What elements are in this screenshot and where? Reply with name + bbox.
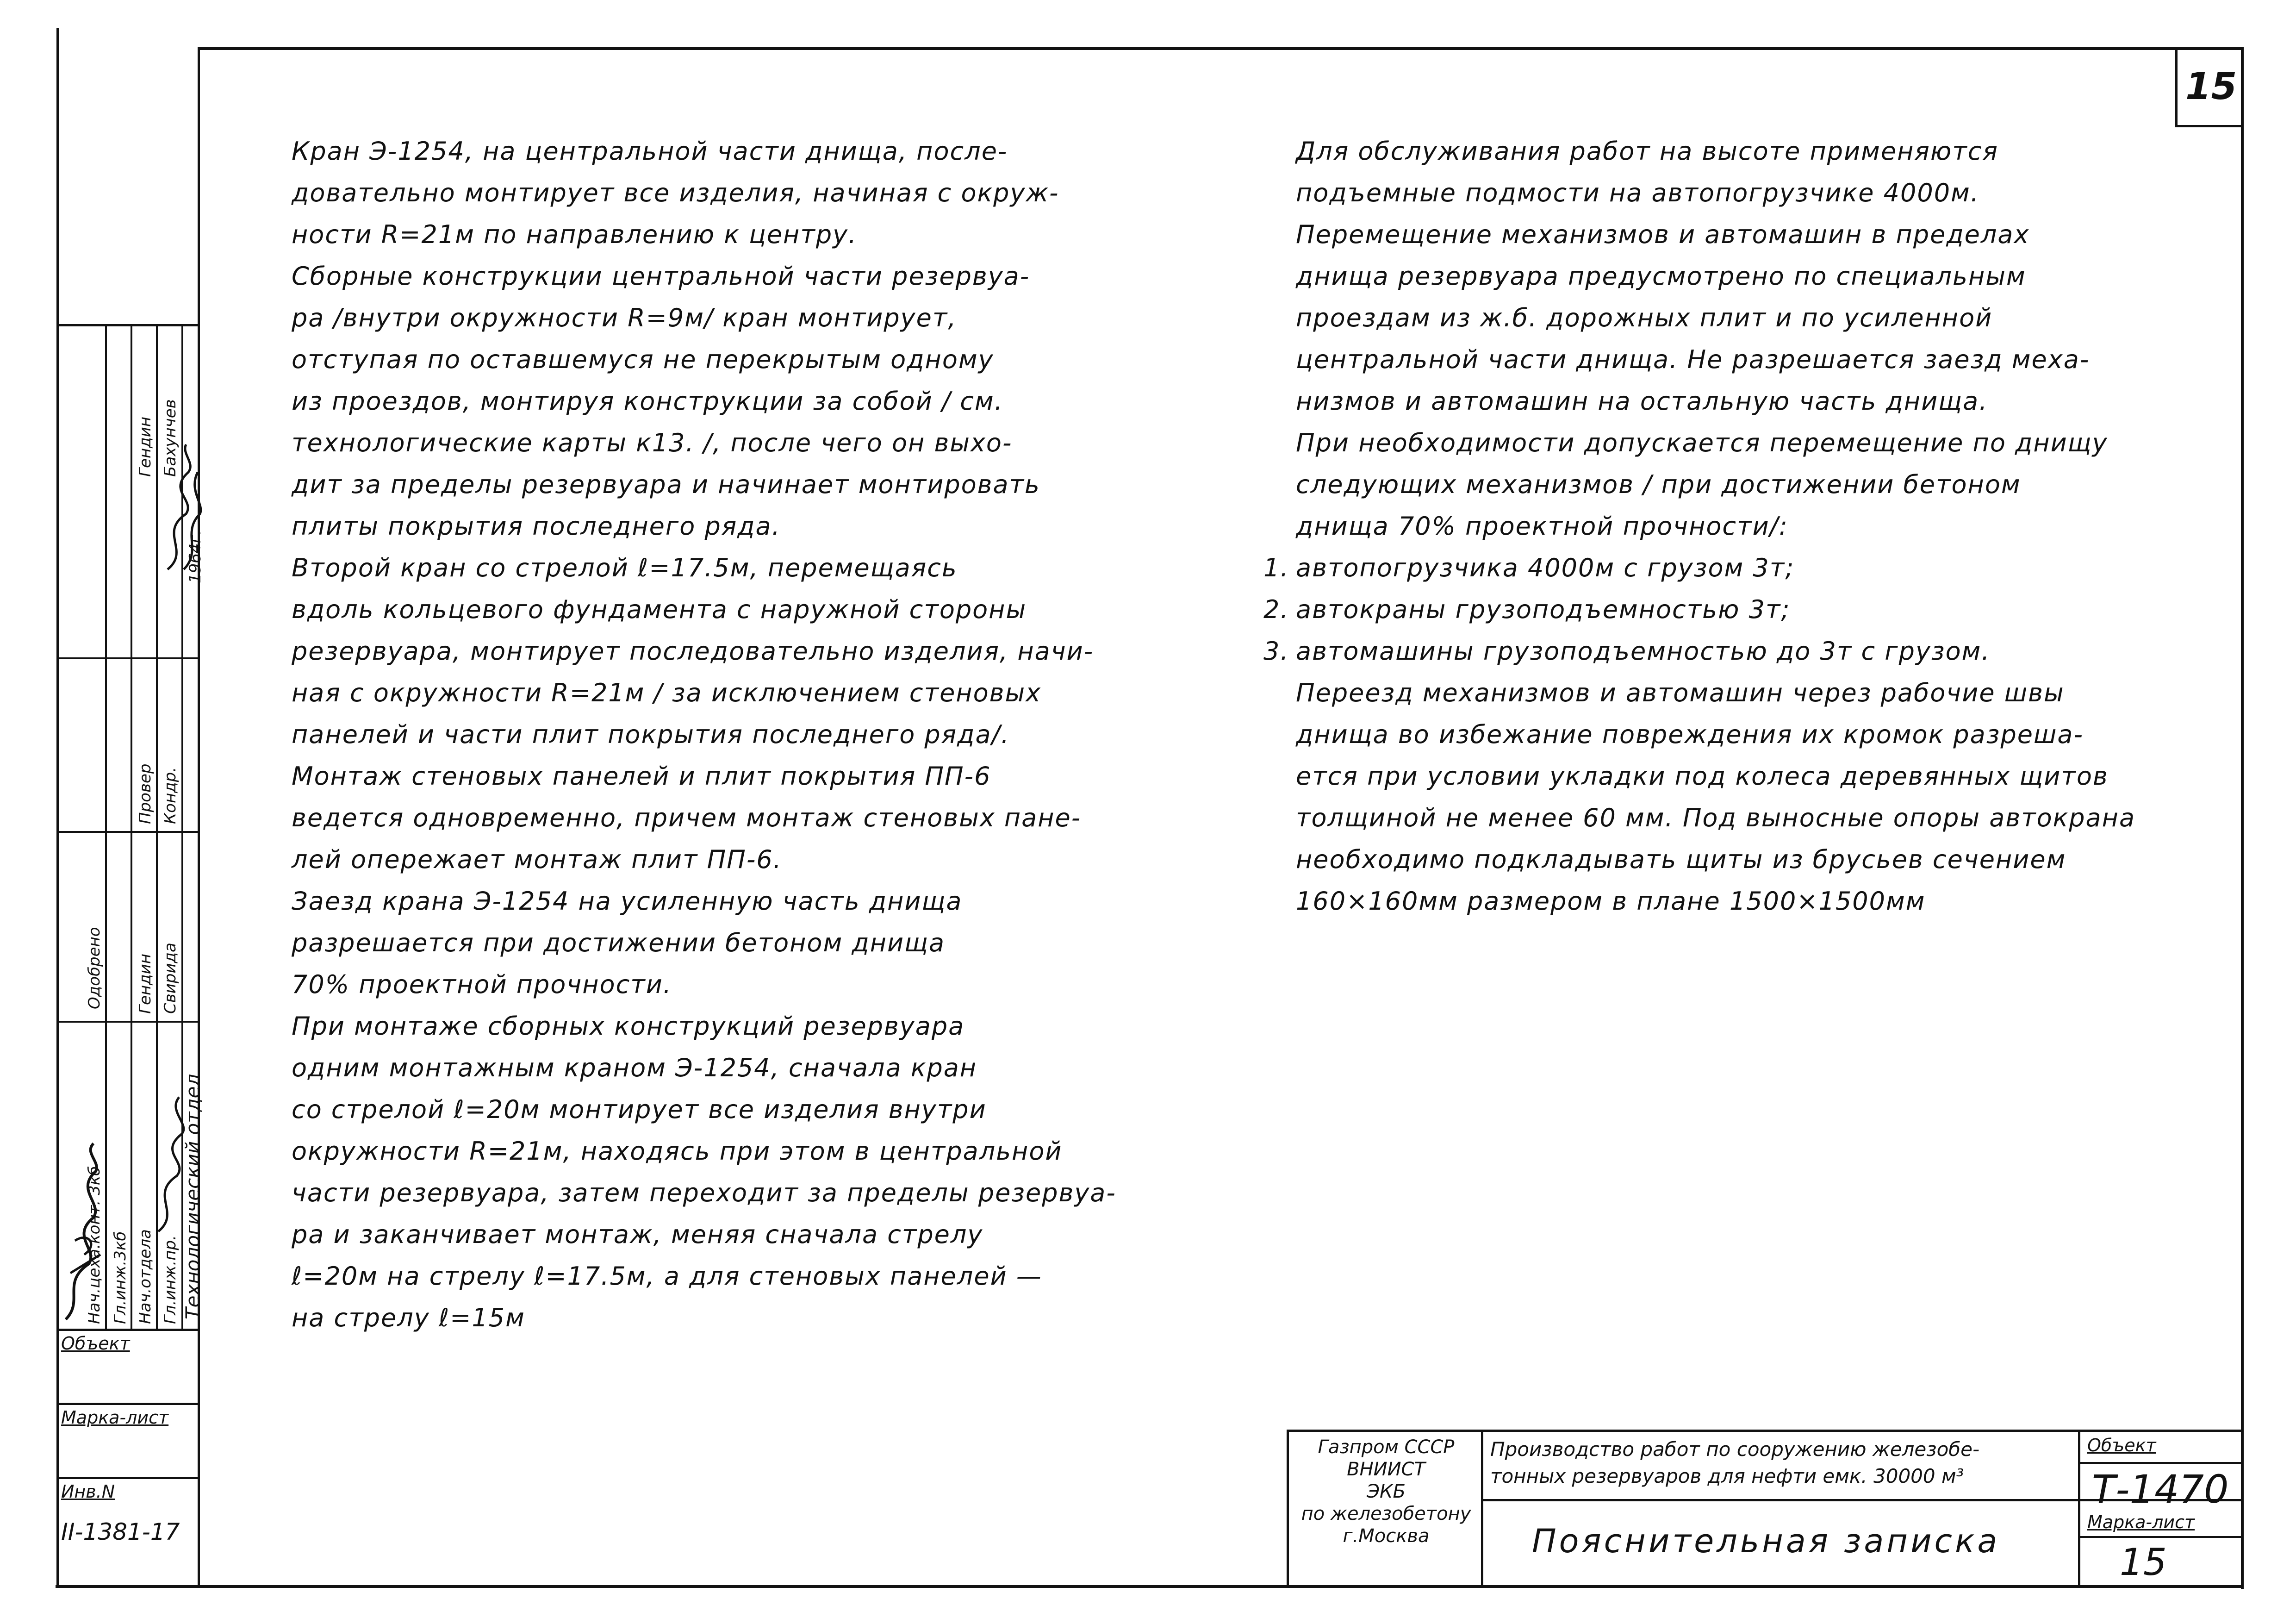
text-line: части резервуара, затем переходит за пределы резервуа- bbox=[292, 1178, 1116, 1207]
object-value: Т-1470 bbox=[2092, 1467, 2229, 1512]
text-line: 160×160мм размером в плане 1500×1500мм bbox=[1296, 887, 1926, 916]
project-title bbox=[1490, 1436, 1979, 1490]
right-column bbox=[1263, 131, 2221, 922]
text-line: технологические карты к13. /, после чего он выхо- bbox=[292, 428, 1013, 457]
org-line: ВНИИСТ bbox=[1347, 1459, 1425, 1480]
doc-title: Пояснительная записка bbox=[1532, 1522, 2000, 1560]
text-line: разрешается при достижении бетоном днища bbox=[292, 928, 946, 957]
text-line: днища во избежание повреждения их кромок разреша- bbox=[1296, 720, 2084, 749]
text-line: Переезд механизмов и автомашин через рабочие швы bbox=[1296, 678, 2065, 707]
list-text: автопогрузчика 4000м с грузом 3т; bbox=[1296, 553, 1795, 582]
text-line: подъемные подмости на автопогрузчике 4000м. bbox=[1296, 178, 1979, 207]
text-line: Заезд крана Э-1254 на усиленную часть днища bbox=[292, 887, 963, 916]
text-line: Кран Э-1254, на центральной части днища, после- bbox=[292, 137, 1008, 166]
text-line: следующих механизмов / при достижении бетоном bbox=[1296, 470, 2021, 499]
text-line: днища резервуара предусмотрено по специальным bbox=[1296, 262, 2026, 291]
list-text: автокраны грузоподъемностью 3т; bbox=[1296, 595, 1791, 624]
stamp-status: Провер bbox=[136, 763, 155, 824]
text-line: из проездов, монтируя конструкции за собой / см. bbox=[292, 387, 1003, 416]
inv-value: II-1381-17 bbox=[61, 1518, 180, 1545]
stamp-department: Технологический отдел bbox=[181, 1074, 204, 1319]
mechanism-list bbox=[1263, 547, 2221, 672]
text-line: довательно монтирует все изделия, начиная с окруж- bbox=[292, 178, 1059, 207]
left-stamp bbox=[56, 324, 205, 1588]
org-line: Газпром СССР bbox=[1318, 1437, 1455, 1458]
list-item bbox=[1263, 589, 2221, 631]
text-line: ℓ=20м на стрелу ℓ=17.5м, а для стеновых панелей — bbox=[292, 1262, 1042, 1291]
text-line: Для обслуживания работ на высоте применяются bbox=[1296, 137, 1998, 166]
mark-value: 15 bbox=[2120, 1541, 2167, 1584]
signature-drawing bbox=[56, 1134, 107, 1329]
org-line: г.Москва bbox=[1343, 1525, 1430, 1547]
text-line: 70% проектной прочности. bbox=[292, 970, 672, 999]
inv-label: Инв.N bbox=[61, 1481, 115, 1502]
list-item bbox=[1263, 547, 2221, 589]
text-line: Монтаж стеновых панелей и плит покрытия ПП-6 bbox=[292, 762, 991, 791]
stamp-role: Нач.отдела bbox=[136, 1229, 155, 1324]
sheet-number-top: 15 bbox=[2185, 65, 2237, 108]
text-line: проездам из ж.б. дорожных плит и по усиленной bbox=[1296, 303, 1993, 332]
text-line: резервуара, монтирует последовательно изделия, начи- bbox=[292, 637, 1094, 666]
text-line: окружности R=21м, находясь при этом в центральной bbox=[292, 1137, 1063, 1166]
text-line: При необходимости допускается перемещение по днищу bbox=[1296, 428, 2108, 457]
mark-label: Марка-лист bbox=[61, 1407, 169, 1428]
object-label: Объект bbox=[61, 1333, 130, 1354]
text-line: отступая по оставшемуся не перекрытым одному bbox=[292, 345, 994, 374]
text-line: толщиной не менее 60 мм. Под выносные опоры автокрана bbox=[1296, 803, 2136, 832]
mark-label: Марка-лист bbox=[2087, 1512, 2195, 1532]
text-line: ра и заканчивает монтаж, меняя сначала стрелу bbox=[292, 1220, 983, 1249]
text-line: ра /внутри окружности R=9м/ кран монтирует, bbox=[292, 303, 957, 332]
text-line: ности R=21м по направлению к центру. bbox=[292, 220, 858, 249]
stamp-name: Свирида bbox=[161, 943, 180, 1014]
stamp-name: Кондр. bbox=[161, 767, 180, 824]
text-line: дит за пределы резервуара и начинает монтировать bbox=[292, 470, 1040, 499]
list-number: 2. bbox=[1263, 595, 1289, 624]
stamp-role: Гл.инж.пр. bbox=[161, 1235, 180, 1324]
text-line: низмов и автомашин на остальную часть днища. bbox=[1296, 387, 1988, 416]
frame-top bbox=[198, 47, 2243, 50]
stamp-year: 1964г. bbox=[186, 530, 205, 583]
text-line: При монтаже сборных конструкций резервуара bbox=[292, 1012, 965, 1041]
text-line: ная с окружности R=21м / за исключением стеновых bbox=[292, 678, 1042, 707]
org-line: по железобетону bbox=[1301, 1503, 1471, 1524]
text-line: вдоль кольцевого фундамента с наружной стороны bbox=[292, 595, 1027, 624]
text-line: ведется одновременно, причем монтаж стеновых пане- bbox=[292, 803, 1082, 832]
stamp-role: Нач.цеха.конт. 3кб bbox=[85, 1166, 104, 1324]
stamp-role: Гл.инж.3кб bbox=[111, 1231, 130, 1324]
text-line: Сборные конструкции центральной части резервуа- bbox=[292, 262, 1030, 291]
text-line: со стрелой ℓ=20м монтирует все изделия внутри bbox=[292, 1095, 987, 1124]
project-title-line: тонных резервуаров для нефти емк. 30000 м³ bbox=[1490, 1465, 1964, 1487]
signature-drawing bbox=[144, 1079, 195, 1245]
text-line: ется при условии укладки под колеса деревянных щитов bbox=[1296, 762, 2109, 791]
text-line: днища 70% проектной прочности/: bbox=[1296, 512, 1789, 541]
text-line: Второй кран со стрелой ℓ=17.5м, перемещаясь bbox=[292, 553, 958, 582]
stamp-name: Гендин bbox=[136, 417, 155, 477]
list-item bbox=[1263, 631, 2221, 672]
text-line: плиты покрытия последнего ряда. bbox=[292, 512, 781, 541]
text-line: необходимо подкладывать щиты из брусьев сечением bbox=[1296, 845, 2066, 874]
left-column bbox=[292, 131, 1203, 1339]
stamp-name: Бахунчев bbox=[161, 399, 180, 477]
signature-drawing bbox=[179, 454, 207, 574]
text-line: панелей и части плит покрытия последнего ряда/. bbox=[292, 720, 1010, 749]
org-line: ЭКБ bbox=[1367, 1481, 1406, 1502]
title-block bbox=[1287, 1430, 2244, 1588]
project-title-line: Производство работ по сооружению железобе- bbox=[1490, 1438, 1980, 1461]
object-label: Объект bbox=[2087, 1435, 2156, 1455]
text-line: лей опережает монтаж плит ПП-6. bbox=[292, 845, 782, 874]
text-line: Перемещение механизмов и автомашин в пределах bbox=[1296, 220, 2030, 249]
org-stamp bbox=[1296, 1436, 1476, 1547]
text-line: одним монтажным краном Э-1254, сначала кран bbox=[292, 1053, 977, 1082]
list-text: автомашины грузоподъемностью до 3т с грузом. bbox=[1296, 637, 1991, 666]
frame-right bbox=[2241, 47, 2244, 1589]
text-line: центральной части днища. Не разрешается заезд меха- bbox=[1296, 345, 2090, 374]
text-line: на стрелу ℓ=15м bbox=[292, 1303, 525, 1332]
list-number: 3. bbox=[1263, 637, 1289, 666]
list-number: 1. bbox=[1263, 553, 1289, 582]
stamp-status: Одобрено bbox=[85, 927, 104, 1009]
stamp-name: Гендин bbox=[136, 954, 155, 1014]
